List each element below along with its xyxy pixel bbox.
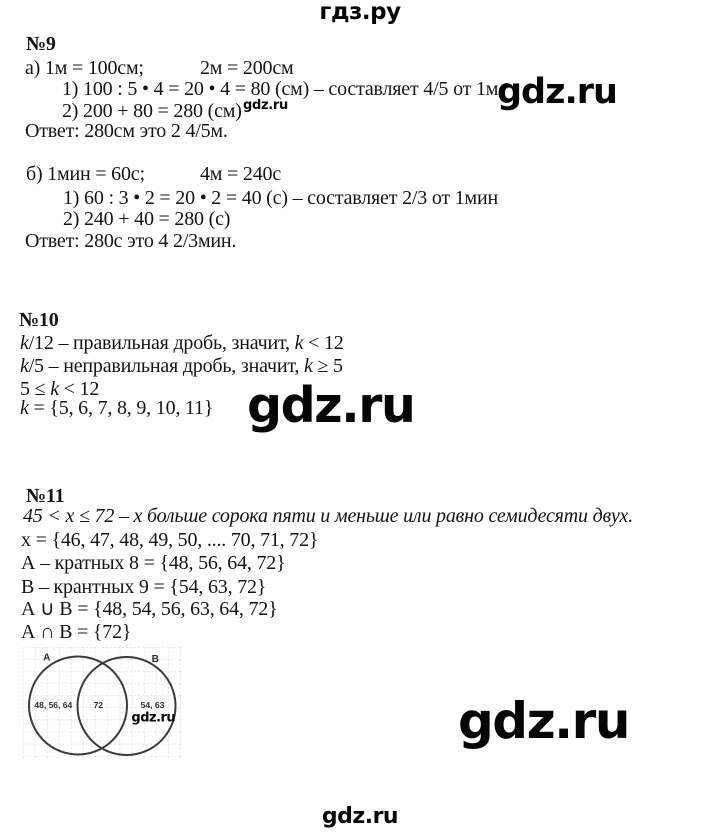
p9a-step1: 1) 100 : 5 • 4 = 20 • 4 = 80 (см) – составляет 4/5 от 1м	[62, 78, 499, 100]
p9b-answer: Ответ: 280с это 4 2/3мин.	[25, 230, 237, 252]
p9b-intro-left: б) 1мин = 60с;	[26, 163, 145, 185]
p10-line4: k = {5, 6, 7, 8, 9, 10, 11}	[20, 397, 214, 419]
circle-a-label: A	[43, 652, 51, 664]
p11-set-a: А – кратных 8 = {48, 56, 64, 72}	[21, 552, 286, 574]
set-a-values: 48, 56, 64	[34, 700, 73, 710]
p11-set-b: В – крантных 9 = {54, 63, 72}	[21, 576, 267, 598]
gdzru-watermark-large-p9: gdz.ru	[497, 72, 617, 112]
var-k: k	[50, 378, 59, 400]
set-b-values: 54, 63	[140, 700, 165, 710]
gdzru-watermark-small: gdz.ru	[243, 98, 288, 113]
p9a-answer: Ответ: 280см это 2 4/5м.	[25, 120, 228, 142]
p10-line2: k/5 – неправильная дробь, значит, k ≥ 5	[20, 355, 343, 377]
var-k: k	[20, 355, 29, 377]
circle-b-label: B	[151, 654, 159, 665]
p9a-intro-left: а) 1м = 100см;	[25, 57, 144, 79]
gdzru-watermark-large-p10: gdz.ru	[247, 377, 415, 434]
p11-condition: 45 < x ≤ 72 – x больше сорока пяти и меньше или равно семидесяти двух.	[23, 505, 633, 527]
p11-intersection: А ∩ В = {72}	[21, 621, 132, 643]
p10-line1: k/12 – правильная дробь, значит, k < 12	[20, 332, 344, 354]
gdzru-watermark-venn: gdz.ru	[131, 710, 176, 726]
problem9-number: №9	[26, 33, 56, 55]
p9b-step1: 1) 60 : 3 • 2 = 20 • 2 = 40 (с) – составляет 2/3 от 1мин	[63, 187, 498, 209]
venn-diagram	[23, 647, 181, 758]
var-k: k	[294, 332, 304, 354]
problem10-number: №10	[19, 309, 59, 331]
var-k: k	[20, 397, 29, 419]
p10-line3: 5 ≤ k < 12	[20, 378, 100, 400]
p11-union: А ∪ В = {48, 54, 56, 63, 64, 72}	[21, 598, 278, 620]
p9b-intro-right: 4м = 240с	[200, 163, 282, 185]
p9a-step2: 2) 200 + 80 = 280 (см)	[62, 100, 242, 122]
site-logo-header: гдз.ру	[319, 0, 401, 25]
p11-set-x: x = {46, 47, 48, 49, 50, .... 70, 71, 72}	[21, 529, 319, 551]
site-logo-footer: gdz.ru	[321, 804, 399, 829]
p9b-step2: 2) 240 + 40 = 280 (с)	[63, 208, 231, 230]
gdzru-watermark-large-bottom: gdz.ru	[458, 692, 629, 750]
p9a-intro-right: 2м = 200см	[200, 57, 294, 79]
intersection-value: 72	[93, 700, 104, 710]
problem11-number: №11	[26, 485, 65, 507]
var-k: k	[303, 355, 313, 377]
var-k: k	[20, 332, 29, 354]
